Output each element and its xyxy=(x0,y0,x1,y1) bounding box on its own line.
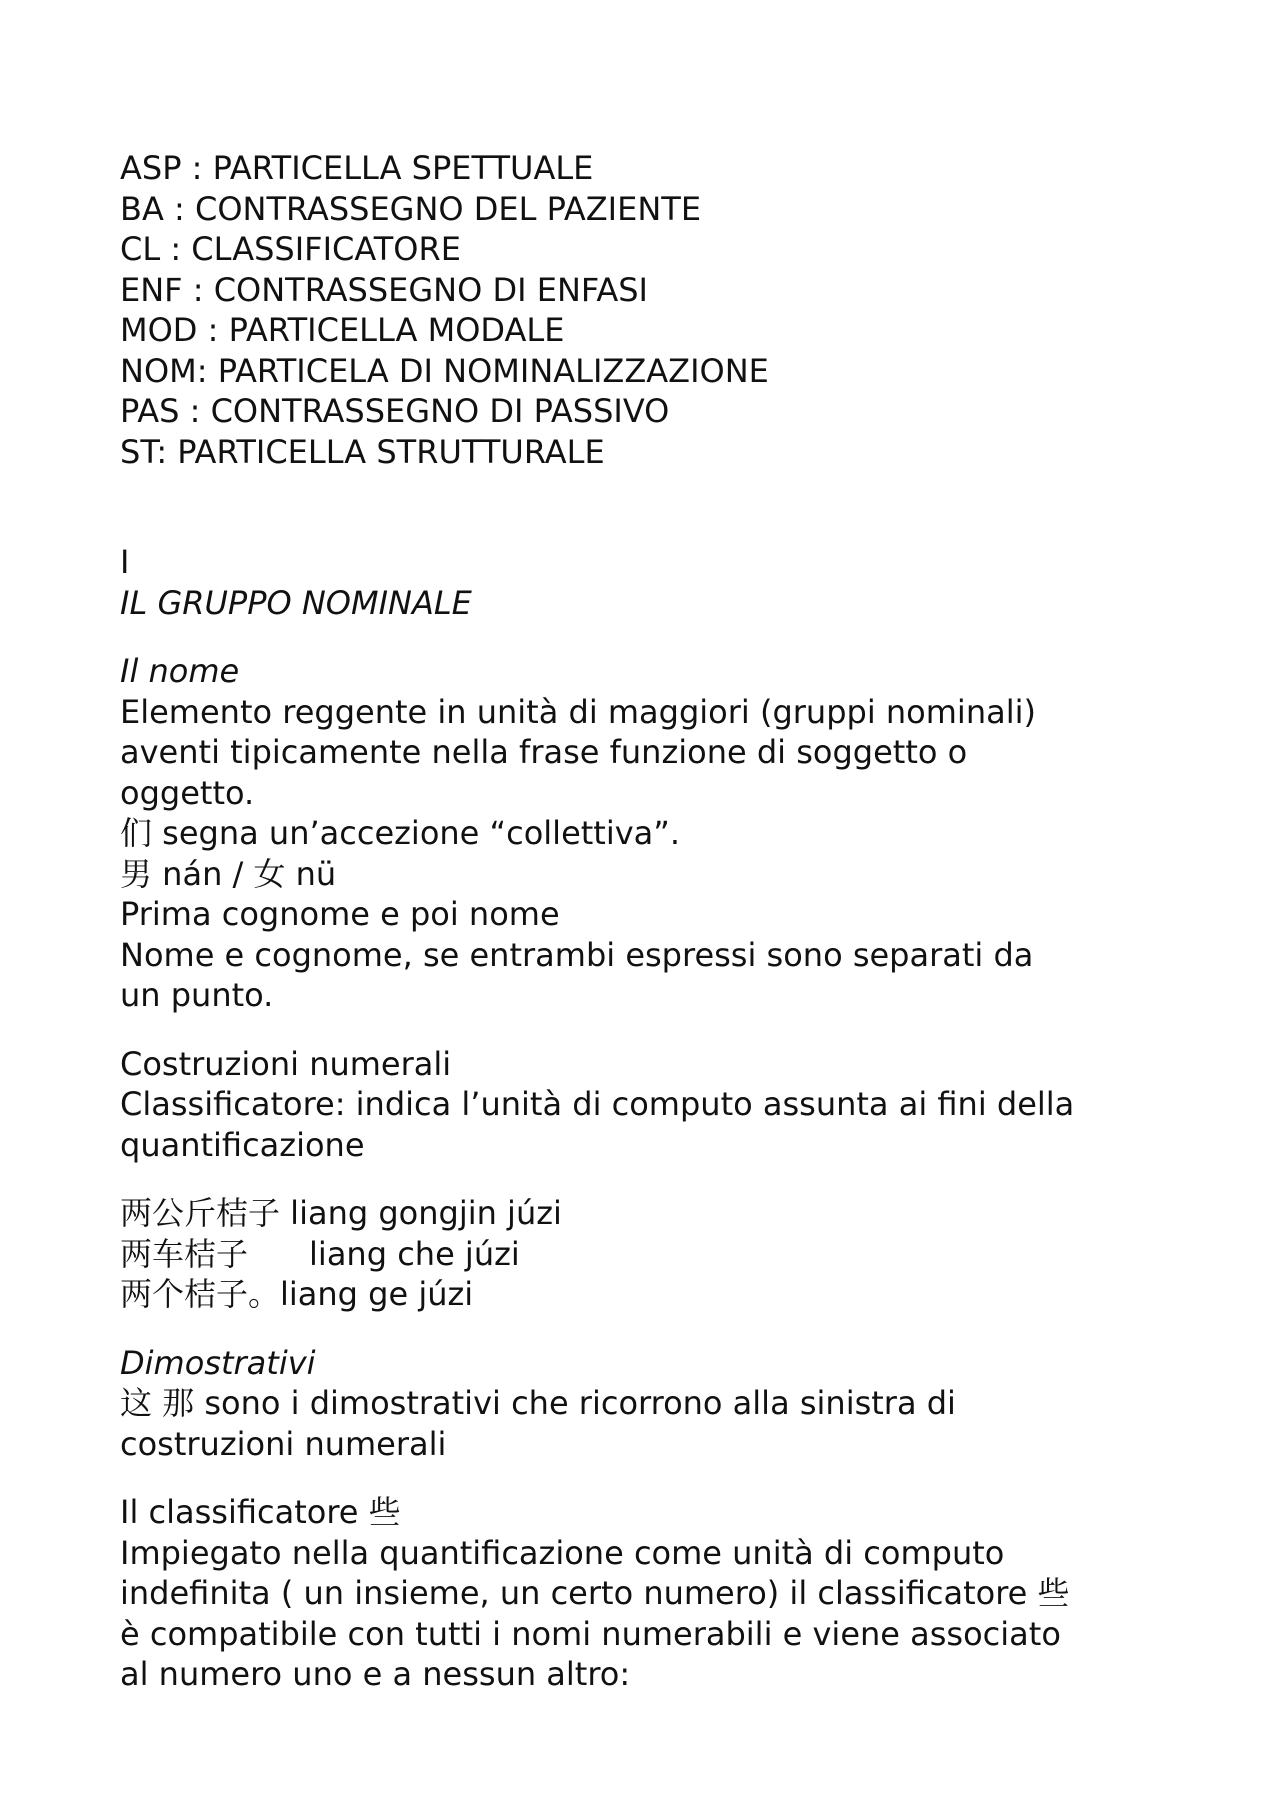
abbreviation-item: ASP : PARTICELLA SPETTUALE xyxy=(120,149,594,187)
abbreviation-item: PAS : CONTRASSEGNO DI PASSIVO xyxy=(120,392,670,430)
section-dimostrativi xyxy=(120,1343,1170,1465)
abbreviation-item: ENF : CONTRASSEGNO DI ENFASI xyxy=(120,270,648,309)
paragraph-line: Nome e cognome, se entrambi espressi sono separati da xyxy=(120,935,1034,974)
chapter-number: I xyxy=(120,543,130,581)
abbreviation-item: BA : CONTRASSEGNO DEL PAZIENTE xyxy=(120,189,702,228)
example-line: 两个桔子。liang ge júzi xyxy=(120,1275,474,1313)
abbreviation-item: CL : CLASSIFICATORE xyxy=(120,230,461,268)
chapter-title: IL GRUPPO NOMINALE xyxy=(120,583,472,622)
paragraph-line: Elemento reggente in unità di maggiori (gruppi nominali) xyxy=(120,692,1036,731)
paragraph-line: è compatibile con tutti i nomi numerabili e viene associato xyxy=(120,1614,1061,1653)
example-list xyxy=(120,1193,1170,1315)
section-nome xyxy=(120,651,1170,1016)
paragraph-line: oggetto. xyxy=(120,773,255,812)
abbreviation-item: ST: PARTICELLA STRUTTURALE xyxy=(120,432,605,471)
section-heading: Il classificatore 些 xyxy=(120,1493,401,1531)
paragraph-line: al numero uno e a nessun altro: xyxy=(120,1655,631,1693)
paragraph-line: aventi tipicamente nella frase funzione di soggetto o xyxy=(120,733,968,771)
paragraph-line: 们 segna un’accezione “collettiva”. xyxy=(120,814,681,852)
paragraph-line: Classificatore: indica l’unità di computo assunta ai fini della xyxy=(120,1085,1075,1123)
abbreviation-list xyxy=(120,148,1170,472)
section-classificatore xyxy=(120,1492,1170,1695)
example-line: 两公斤桔子 liang gongjin júzi xyxy=(120,1194,562,1232)
section-heading: Costruzioni numerali xyxy=(120,1044,452,1083)
example-line: 两车桔子 liang che júzi xyxy=(120,1234,520,1273)
abbreviation-item: MOD : PARTICELLA MODALE xyxy=(120,311,565,349)
document-page xyxy=(120,148,1170,1695)
paragraph-line: indefinita ( un insieme, un certo numero) il classificatore 些 xyxy=(120,1574,1070,1612)
abbreviation-item: NOM: PARTICELA DI NOMINALIZZAZIONE xyxy=(120,351,769,390)
paragraph-line: 男 nán / 女 nü xyxy=(120,854,337,893)
paragraph-line: 这 那 sono i dimostrativi che ricorrono alla sinistra di xyxy=(120,1384,956,1422)
paragraph-line: costruzioni numerali xyxy=(120,1424,447,1463)
paragraph-line: un punto. xyxy=(120,976,274,1014)
paragraph-line: Prima cognome e poi nome xyxy=(120,895,560,933)
chapter-heading xyxy=(120,542,1170,623)
section-heading: Il nome xyxy=(120,652,240,690)
section-heading: Dimostrativi xyxy=(120,1343,316,1382)
section-numerali xyxy=(120,1044,1170,1166)
paragraph-line: Impiegato nella quantificazione come unità di computo xyxy=(120,1533,1005,1572)
paragraph-line: quantificazione xyxy=(120,1125,365,1164)
